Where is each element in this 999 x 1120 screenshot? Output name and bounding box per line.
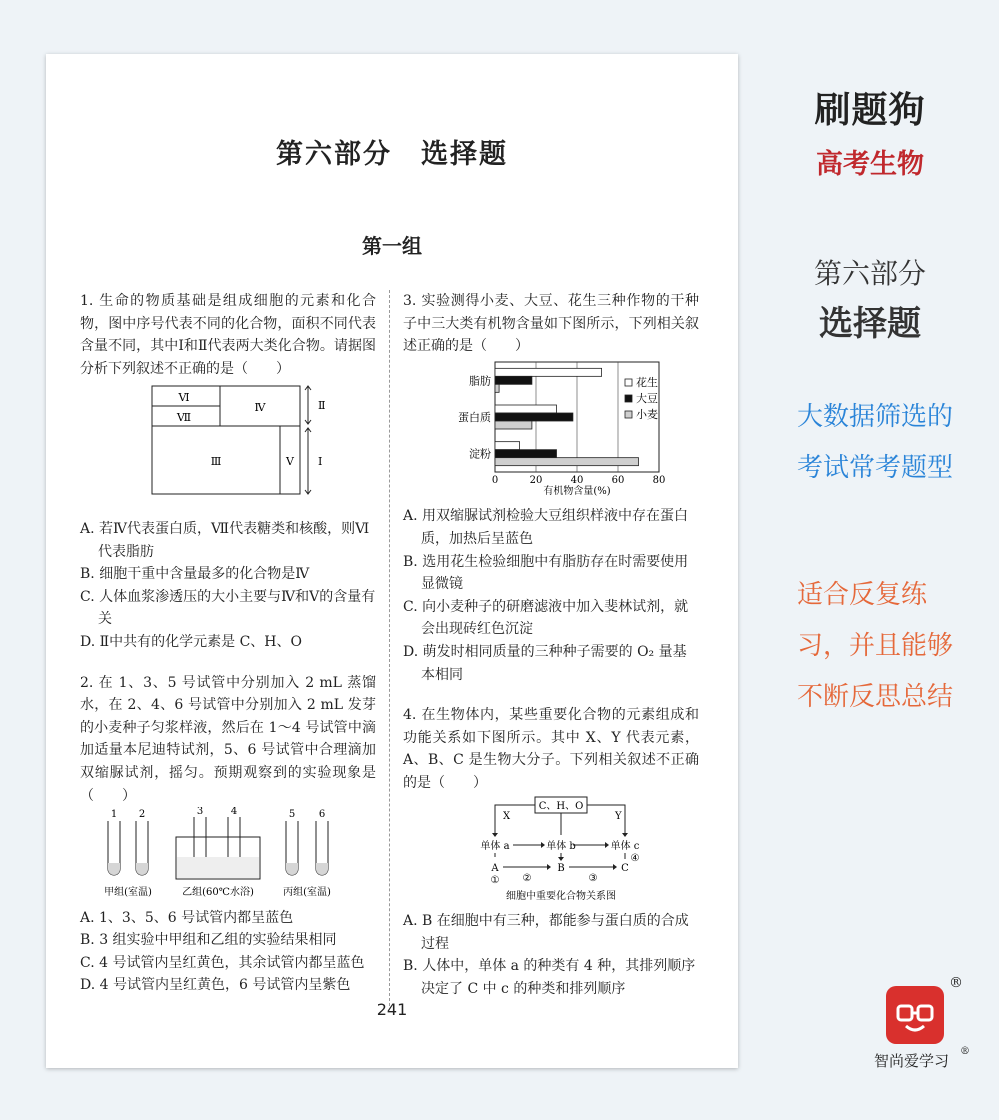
q4-num-4: ④ <box>630 852 640 864</box>
tube-1-label: 1 <box>110 809 118 821</box>
q4-y-label: Y <box>615 810 622 822</box>
q1-figure <box>80 380 376 510</box>
right-column <box>403 290 699 1000</box>
q2-option-d: D. 4 号试管内呈红黄色，6 号试管内呈紫色 <box>80 977 351 994</box>
publisher-name: 智尚爱学习 <box>874 1052 950 1070</box>
tube-4-label: 4 <box>230 807 238 818</box>
q4-monomer-b: 单体 b <box>546 840 576 852</box>
chart-legend-label: 花生 <box>636 375 658 389</box>
q3-stem: 3. 实验测得小麦、大豆、花生三种作物的干种子中三大类有机物含量如下图所示，下列相关叙述正确的是（ ） <box>403 293 699 355</box>
chart-bar-大豆-脂肪 <box>495 376 532 384</box>
column-divider <box>389 290 390 1006</box>
left-column <box>80 290 376 997</box>
q4-option-b: B. 人体中，单体 a 的种类有 4 种，其排列顺序决定了 C 中 c 的种类和排列顺序 <box>403 958 696 997</box>
registered-mark-small: ® <box>960 1046 970 1057</box>
q4-x-label: X <box>503 810 511 822</box>
q4-node-a: A <box>491 862 499 874</box>
q2-option-a: A. 1、3、5、6 号试管内都呈蓝色 <box>80 909 294 926</box>
q4-caption: 细胞中重要化合物关系图 <box>506 890 616 902</box>
q3-option-d: D. 萌发时相同质量的三种种子需要的 O₂ 量基本相同 <box>403 643 687 683</box>
q4-stem: 4. 在生物体内，某些重要化合物的元素组成和功能关系如下图所示。其中 X、Y 代表元素，A、B、C 是生物大分子。下列相关叙述不正确的是（ ） <box>403 707 699 791</box>
tube-2-label: 2 <box>138 809 146 821</box>
chart-bar-大豆-蛋白质 <box>495 413 573 421</box>
chart-x-tick-label: 40 <box>570 474 584 486</box>
group-bing-label: 丙组(室温) <box>283 887 331 899</box>
chart-legend-swatch <box>625 411 632 418</box>
q4-monomer-c: 单体 c <box>610 840 640 852</box>
q3-option-c: C. 向小麦种子的研磨滤液中加入斐林试剂，就会出现砖红色沉淀 <box>403 598 689 638</box>
q1-label-iii: Ⅲ <box>210 455 222 469</box>
q4-num-2: ② <box>522 872 532 884</box>
subject-label: 高考生物 <box>816 149 924 180</box>
q4-diagram <box>403 795 699 903</box>
q4-num-3: ③ <box>588 872 598 884</box>
group-title: 第一组 <box>362 234 422 258</box>
publisher-logo-icon <box>886 986 944 1044</box>
chart-legend-label: 大豆 <box>636 391 658 405</box>
q2-option-c: C. 4 号试管内呈红黄色，其余试管内都呈蓝色 <box>80 954 365 971</box>
chart-bar-大豆-淀粉 <box>495 449 557 457</box>
chart-x-tick-label: 0 <box>491 474 499 486</box>
q1-option-d: D. Ⅱ中共有的化学元素是 C、H、O <box>80 633 302 650</box>
q1-label-i: Ⅰ <box>318 455 323 469</box>
part-label: 第六部分 <box>813 257 926 290</box>
q4-num-1: ① <box>490 874 500 886</box>
q1-option-b: B. 细胞干重中含量最多的化合物是Ⅳ <box>80 566 310 583</box>
chart-bar-小麦-蛋白质 <box>495 421 532 429</box>
q1-label-iv: Ⅳ <box>254 401 266 415</box>
chart-bar-小麦-脂肪 <box>495 384 499 392</box>
document-page <box>46 54 738 1068</box>
chart-bar-花生-淀粉 <box>495 441 520 449</box>
brand-logo-text: 刷题狗 <box>814 90 926 131</box>
page-title: 第六部分 选择题 <box>276 139 508 170</box>
chart-x-tick-label: 60 <box>611 474 625 486</box>
chart-bar-花生-脂肪 <box>495 368 602 376</box>
chart-x-axis-label: 有机物含量(%) <box>543 485 611 497</box>
q3-option-a: A. 用双缩脲试剂检验大豆组织样液中存在蛋白质，加热后呈蓝色 <box>403 508 689 547</box>
q1-option-c: C. 人体血浆渗透压的大小主要与Ⅳ和Ⅴ的含量有关 <box>80 588 376 628</box>
chart-category-label: 脂肪 <box>469 374 491 388</box>
group-yi-label: 乙组(60℃水浴) <box>182 887 254 899</box>
q4-node-b: B <box>557 862 565 874</box>
chart-legend-swatch <box>625 395 632 402</box>
q1-stem: 1. 生命的物质基础是组成细胞的元素和化合物，图中序号代表不同的化合物，面积不同代表含量不同，其中Ⅰ和Ⅱ代表两大类化合物。请据图分析下列叙述不正确的是（ ） <box>80 293 376 377</box>
chart-bar-小麦-淀粉 <box>495 457 639 465</box>
q2-figure <box>80 807 376 899</box>
type-label: 选择题 <box>819 304 921 344</box>
q3-bar-chart <box>403 358 699 498</box>
q1-label-vi: Ⅵ <box>178 391 190 405</box>
q1-label-vii: Ⅶ <box>176 411 192 425</box>
chart-category-label: 蛋白质 <box>458 410 491 424</box>
tube-5-label: 5 <box>288 809 296 821</box>
registered-mark: ® <box>949 975 963 991</box>
q4-option-a: A. B 在细胞中有三种，都能参与蛋白质的合成过程 <box>403 913 689 952</box>
chart-bar-花生-蛋白质 <box>495 405 557 413</box>
q3-option-b: B. 选用花生检验细胞中有脂肪存在时需要使用显微镜 <box>403 553 689 593</box>
q1-option-a: A. 若Ⅳ代表蛋白质，Ⅶ代表糖类和核酸，则Ⅵ代表脂肪 <box>80 520 370 560</box>
tube-6-label: 6 <box>318 809 326 821</box>
q1-label-ii: Ⅱ <box>318 399 326 413</box>
q4-top-box: C、H、O <box>538 800 584 812</box>
group-jia-label: 甲组(室温) <box>104 887 152 899</box>
tube-3-label: 3 <box>196 807 204 818</box>
q2-option-b: B. 3 组实验中甲组和乙组的实验结果相同 <box>80 932 337 949</box>
chart-x-tick-label: 20 <box>529 474 543 486</box>
q2-stem: 2. 在 1、3、5 号试管中分别加入 2 mL 蒸馏水，在 2、4、6 号试管中分别加入 2 mL 发芽的小麦种子匀浆样液，然后在 1～4 号试管中滴加适量本尼迪特试剂，5、6 号试管中合理滴加双缩脲试剂，摇匀。预期观察到的实验现象是（ ） <box>80 674 376 804</box>
q4-node-c: C <box>621 862 629 874</box>
chart-category-label: 淀粉 <box>469 447 491 461</box>
chart-legend-swatch <box>625 379 632 386</box>
feature-text-blue: 大数据筛选的考试常考题型 <box>797 402 954 483</box>
page-number: 241 <box>376 1000 408 1019</box>
feature-text-orange: 适合反复练习，并且能够不断反思总结 <box>797 580 954 712</box>
chart-x-tick-label: 80 <box>652 474 666 486</box>
q1-label-v: Ⅴ <box>286 455 294 469</box>
q4-monomer-a: 单体 a <box>480 840 510 852</box>
chart-legend-label: 小麦 <box>636 407 658 421</box>
